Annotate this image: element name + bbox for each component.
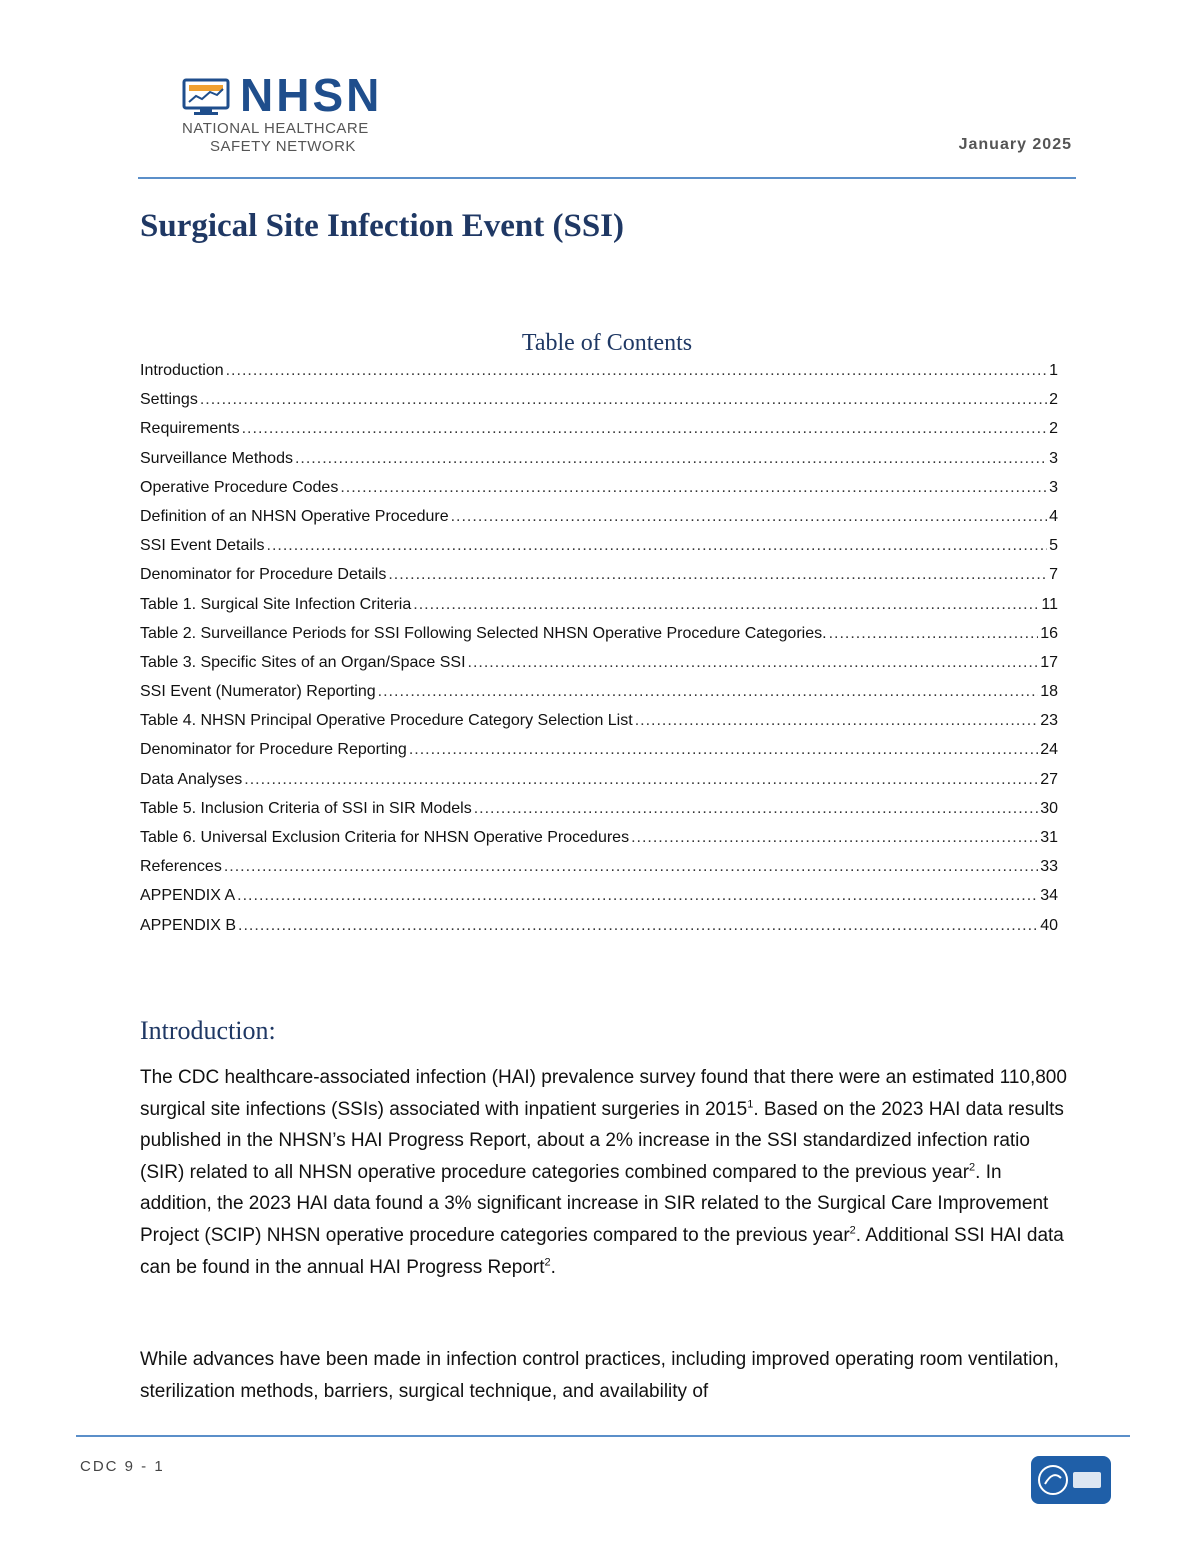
toc-entry-label: Table 2. Surveillance Periods for SSI Following Selected NHSN Operative Procedure Categories. <box>140 624 827 642</box>
toc-entry[interactable] <box>140 829 1058 858</box>
toc-entry-page: 40 <box>1040 916 1058 934</box>
toc-entry-page: 11 <box>1041 595 1058 613</box>
toc-entry[interactable] <box>140 625 1058 654</box>
toc-entry[interactable] <box>140 683 1058 712</box>
page-title: Surgical Site Infection Event (SSI) <box>140 208 625 244</box>
toc-entry[interactable] <box>140 537 1058 566</box>
toc-entry-label: Settings <box>140 391 198 409</box>
toc-leader-dots <box>378 683 1039 701</box>
toc-entry[interactable] <box>140 450 1058 479</box>
toc-entry[interactable] <box>140 391 1058 420</box>
toc-entry-label: Data Analyses <box>140 770 243 788</box>
toc-entry-label: APPENDIX A <box>140 887 236 905</box>
toc-entry-label: SSI Event (Numerator) Reporting <box>140 683 376 701</box>
toc-leader-dots <box>409 741 1038 759</box>
toc-entry[interactable] <box>140 420 1058 449</box>
intro-text-1: The CDC healthcare-associated infection (HAI) prevalence survey found that there were an estimated 110,800 surgical site infections (SSIs) associated with inpatient surgeries in 2015 <box>140 1067 1067 1120</box>
toc-heading: Table of Contents <box>521 330 693 356</box>
toc-leader-dots <box>244 771 1038 789</box>
toc-entry-label: Introduction <box>140 362 224 379</box>
toc-entry-page: 24 <box>1040 741 1058 759</box>
toc-entry-label: Table 3. Specific Sites of an Organ/Space SSI <box>140 653 466 671</box>
toc-leader-dots <box>267 537 1048 555</box>
toc-entry-page: 33 <box>1040 858 1058 876</box>
toc-entry-label: Requirements <box>140 420 240 438</box>
intro-text-3: . In addition, the 2023 HAI data found a 3% significant increase in SIR related to the Surgical Care Improvement Project (SCIP) NHSN operative procedure categories compared to the previous year <box>140 1161 1049 1246</box>
toc-entry-page: 4 <box>1049 507 1058 525</box>
intro-text-5: . <box>550 1256 556 1278</box>
toc-entry-page: 2 <box>1049 420 1058 438</box>
toc-entry-page: 1 <box>1049 362 1058 379</box>
table-of-contents <box>140 362 1058 946</box>
footer-divider <box>76 1435 1130 1437</box>
toc-entry-label: APPENDIX B <box>140 916 237 934</box>
introduction-heading: Introduction: <box>140 1016 276 1045</box>
toc-entry-page: 16 <box>1040 624 1058 642</box>
toc-entry-label: Operative Procedure Codes <box>140 478 339 496</box>
logo-wordmark: NHSN <box>240 69 383 121</box>
toc-entry-page: 18 <box>1040 683 1058 701</box>
toc-entry[interactable] <box>140 858 1058 887</box>
toc-leader-dots <box>295 450 1047 468</box>
toc-leader-dots <box>224 858 1038 876</box>
toc-entry[interactable] <box>140 712 1058 741</box>
citation-ref: 2 <box>969 1161 976 1174</box>
toc-leader-dots <box>829 625 1039 643</box>
toc-leader-dots <box>237 887 1038 905</box>
toc-leader-dots <box>238 917 1038 935</box>
toc-leader-dots <box>200 391 1047 409</box>
toc-entry[interactable] <box>140 917 1058 946</box>
toc-entry-label: Table 6. Universal Exclusion Criteria for NHSN Operative Procedures <box>140 829 630 846</box>
toc-entry[interactable] <box>140 887 1058 916</box>
intro-text-4: . Additional SSI HAI data can be found in the annual HAI Progress Report <box>140 1224 1064 1278</box>
toc-entry[interactable] <box>140 566 1058 595</box>
toc-entry[interactable] <box>140 362 1058 391</box>
toc-entry[interactable] <box>140 771 1058 800</box>
toc-entry-label: Surveillance Methods <box>140 449 293 467</box>
toc-entry[interactable] <box>140 654 1058 683</box>
toc-leader-dots <box>388 566 1047 584</box>
toc-entry-page: 34 <box>1040 887 1058 905</box>
toc-leader-dots <box>413 596 1039 614</box>
intro-text-2: . Based on the 2023 HAI data results published in the NHSN’s HAI Progress Report, about a 2% increase in the SSI standardized infection ratio (SIR) related to all NHSN operative procedure categories combined compared to the previous year <box>140 1098 1064 1183</box>
toc-leader-dots <box>242 420 1047 438</box>
citation-ref: 2 <box>849 1224 856 1237</box>
toc-entry[interactable] <box>140 741 1058 770</box>
logo-subtitle-line1: NATIONAL HEALTHCARE <box>182 120 369 137</box>
toc-entry-page: 5 <box>1049 537 1058 555</box>
toc-entry[interactable] <box>140 479 1058 508</box>
citation-ref: 1 <box>747 1098 754 1111</box>
computer-chart-icon <box>182 78 230 116</box>
cdc-hhs-logo-icon <box>1031 1456 1111 1504</box>
toc-leader-dots <box>226 362 1047 380</box>
toc-leader-dots <box>631 829 1038 847</box>
toc-entry-page: 31 <box>1040 829 1058 846</box>
introduction-paragraph-2: While advances have been made in infection control practices, including improved operating room ventilation, sterilization methods, barriers, surgical technique, and availability of <box>140 1349 1059 1402</box>
toc-leader-dots <box>474 800 1039 818</box>
toc-entry-page: 3 <box>1049 478 1058 496</box>
page-number: CDC 9 - 1 <box>80 1458 165 1475</box>
toc-leader-dots <box>340 479 1047 497</box>
toc-entry-label: Denominator for Procedure Details <box>140 566 387 584</box>
toc-entry-label: Definition of an NHSN Operative Procedure <box>140 507 449 525</box>
document-date: January 2025 <box>958 136 1072 153</box>
toc-leader-dots <box>468 654 1039 672</box>
toc-leader-dots <box>635 712 1039 730</box>
toc-entry-page: 3 <box>1049 449 1058 467</box>
toc-entry-label: Table 5. Inclusion Criteria of SSI in SIR Models <box>140 799 472 817</box>
toc-entry-label: SSI Event Details <box>140 537 265 555</box>
toc-entry-page: 2 <box>1049 391 1058 409</box>
toc-entry[interactable] <box>140 800 1058 829</box>
toc-entry[interactable] <box>140 508 1058 537</box>
toc-entry-page: 7 <box>1049 566 1058 584</box>
nhsn-logo <box>182 69 422 158</box>
toc-entry-page: 27 <box>1040 770 1058 788</box>
header-divider <box>138 177 1076 179</box>
toc-entry-label: Table 1. Surgical Site Infection Criteria <box>140 595 412 613</box>
citation-ref: 2 <box>544 1256 551 1269</box>
toc-entry-page: 17 <box>1040 653 1058 671</box>
toc-entry-page: 30 <box>1040 799 1058 817</box>
toc-entry-page: 23 <box>1040 712 1058 730</box>
introduction-paragraph-1 <box>140 1062 1070 1283</box>
toc-leader-dots <box>451 508 1048 526</box>
toc-entry-label: Table 4. NHSN Principal Operative Procedure Category Selection List <box>140 712 633 730</box>
toc-entry-label: Denominator for Procedure Reporting <box>140 741 407 759</box>
toc-entry[interactable] <box>140 596 1058 625</box>
toc-entry-label: References <box>140 858 222 876</box>
logo-subtitle-line2: SAFETY NETWORK <box>210 138 356 155</box>
